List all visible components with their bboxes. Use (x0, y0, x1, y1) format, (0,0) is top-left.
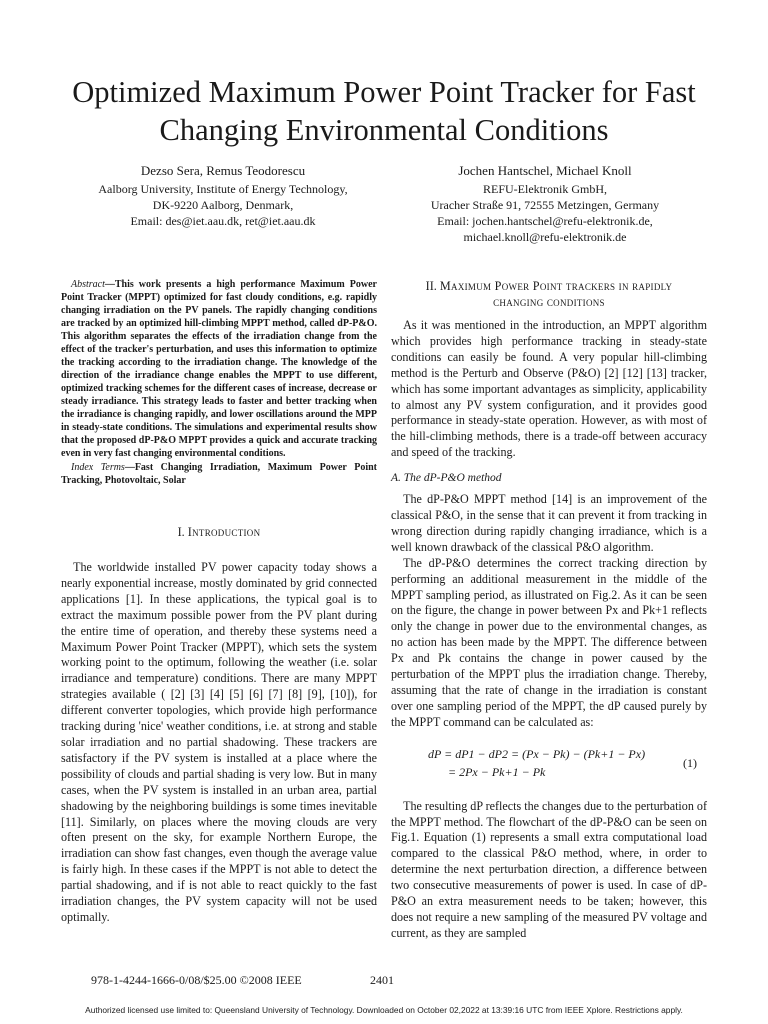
email-line: Email: des@iet.aau.dk, ret@iet.aau.dk (130, 213, 316, 228)
index-terms-label: Index Terms (71, 462, 125, 473)
author-names: Dezso Sera, Remus Teodorescu (140, 163, 306, 178)
author-names: Jochen Hantschel, Michael Knoll (458, 163, 632, 178)
section-paragraph: The resulting dP reflects the changes due to the perturbation of the MPPT method. The flowchart of the dP-P&O can be seen on Fig.1. Equation (1) represents a small extra computational load compared to the classical P&O method, where, in order to determine the next perturbation direction, a difference between two consecutive measurements of power is used. In case of dP-P&O an extra measurement needs to be taken; however, this does not require a new sampling of the measured PV voltage and current, as they are sampled (391, 798, 707, 940)
index-terms-text: —Fast Changing Irradiation, Maximum Power Point Tracking, Photovoltaic, Solar (61, 462, 377, 486)
section-heading: II. Maximum Power Point trackers in rapidly changing conditions (425, 279, 673, 309)
section-heading: I. Introduction (177, 525, 261, 539)
equation-line: dP = dP1 − dP2 = (Px − Pk) − (Pk+1 − Px) (428, 746, 646, 761)
right-column (391, 278, 707, 942)
page-number: 2401 (370, 973, 394, 987)
abstract-label: Abstract (71, 279, 105, 290)
paper-title: Optimized Maximum Power Point Tracker for Fast Changing Environmental Conditions (72, 75, 696, 147)
author-block-left (62, 163, 384, 229)
equation-1 (391, 745, 707, 787)
abstract-text: —This work presents a high performance Maximum Power Point Tracker (MPPT) optimized for fast cloudy conditions, e.g. rapidly changing irradiation on the PV panels. The rapidly changing conditions are tracked by an optimized hill-climbing MPPT method, called dP-P&O. This algorithm separates the effects of the irradiation change from the effect of the tracker's perturbation, and uses this information to optimize the tracking according to the irradiation change. The knowledge of the direction of the irradiance change enables the MPPT to use different, optimized tracking schemes for the different cases of increase, decrease or steady irradiance. This strategy leads to faster and better tracking when the irradiance is changing rapidly, and lower oscillations around the MPP in steady-state conditions. The simulations and experimental results show that the proposed dP-P&O MPPT provides a quick and accurate tracking even in very fast changing environmental conditions. (61, 279, 377, 459)
index-terms (61, 461, 377, 487)
affiliation-line: Aalborg University, Institute of Energy Technology, (98, 181, 348, 196)
abstract (61, 278, 377, 460)
author-block-right (384, 163, 706, 245)
equation-line: = 2Px − Pk+1 − Pk (448, 764, 546, 779)
section-paragraph: The dP-P&O MPPT method [14] is an improvement of the classical P&O, in the sense that it can prevent it from tracking in wrong direction during rapidly changing irradiance, which is a well known drawback of the classical P&O algorithm. (391, 492, 707, 554)
section-paragraph: As it was mentioned in the introduction, an MPPT algorithm which provides high performance tracking in steady-state conditions can easily be found. A very popular hill-climbing method is the Perturb and Observe (P&O) [2] [12] [13] tracker, which has some important advantages as simplicity, applicability to almost any PV system configuration, and it provides good performance in steady-state operation. However, as with most of the hill-climbing methods, there is a trade-off between accuracy and speed of the tracking. (391, 318, 707, 460)
email-line: michael.knoll@refu-elektronik.de (463, 229, 627, 244)
license-notice: Authorized licensed use limited to: Queensland University of Technology. Downloaded on October 02,2022 at 13:39:16 UTC from IEEE Xplore. Restrictions apply. (85, 1005, 683, 1015)
email-line: Email: jochen.hantschel@refu-elektronik.de, (437, 213, 653, 228)
copyright-footer: 978-1-4244-1666-0/08/$25.00 ©2008 IEEE (91, 973, 302, 987)
affiliation-line: DK-9220 Aalborg, Denmark, (152, 197, 294, 212)
left-column (61, 278, 377, 926)
intro-paragraph: The worldwide installed PV power capacity today shows a nearly exponential increase, mostly dominated by grid connected applications [1]. In these applications, the typical goal is to extract the maximum possible power from the PV plant during the entire time of operation, and thereby these systems need a Maximum Power Point Tracker (MPPT), which sets the system working point to the optimum, following the weather (i.e. solar irradiance and temperature) conditions. There are many MPPT strategies available ( [2] [3] [4] [5] [6] [7] [8] [9], [10]), for different converter topologies, which provide high performance tracking during 'nice' weather conditions, i.e. at strong and stable solar irradiation and no partial shadowing. These trackers are satisfactory if the PV system is installed at a place where the possibility of clouds and partial shading is very low. But in many cases, when the PV system is installed in an urban area, partial shadowing by the neighboring buildings is some times inevitable [11]. Similarly, on places where the moving clouds are very often present on the sky, for example Northern Europe, the irradiation can show fast changes, even though the average value is fairly high. In these cases if the MPPT is not able to detect the partial shadowing, and if is not able to react quickly to the fast irradiation changes, the PV system capacity will not be used optimally. (61, 560, 377, 924)
section-paragraph: The dP-P&O determines the correct tracking direction by performing an additional measurement in the middle of the MPPT sampling period, as illustrated on Fig.2. As it can be seen on the figure, the change in power between Px and Pk+1 reflects only the change in power due to the environmental changes, as no action has been made by the MPPT. The difference between Px and Pk contains the change in power caused by the perturbation of the MPPT plus the irradiation change. Thereby, assuming that the rate of change in the irradiation is constant over one sampling period of the MPPT, the dP caused purely by the MPPT command can be calculated as: (391, 555, 707, 729)
affiliation-line: REFU-Elektronik GmbH, (483, 181, 607, 196)
affiliation-line: Uracher Straße 91, 72555 Metzingen, Germany (430, 197, 660, 212)
subsection-heading: A. The dP-P&O method (391, 472, 502, 485)
equation-number: (1) (683, 755, 697, 770)
